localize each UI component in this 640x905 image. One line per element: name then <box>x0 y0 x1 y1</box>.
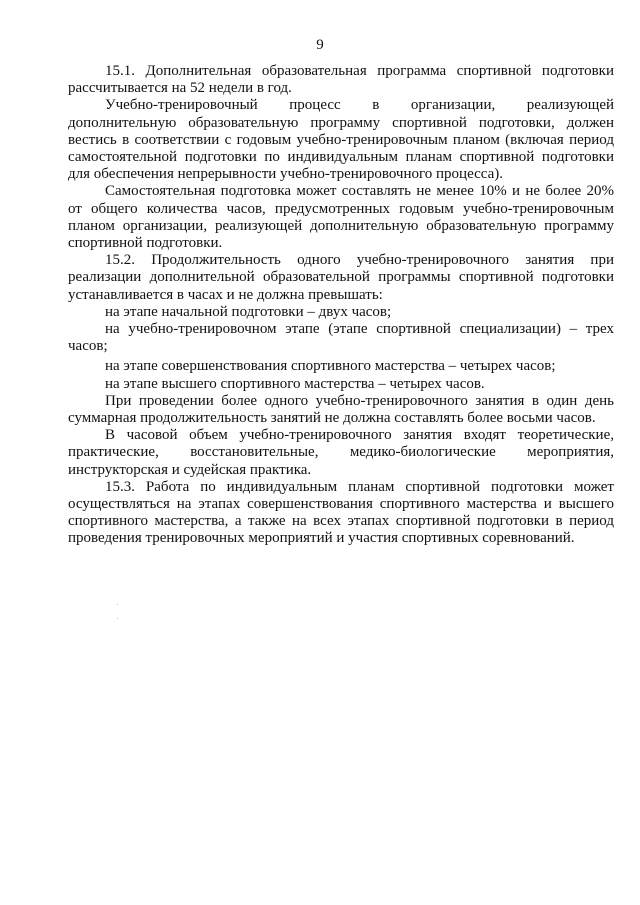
paragraph-session-volume: В часовой объем учебно-тренировочного занятия входят теоретические, практические, восстановительные, медико-биологические мероприятия, инструкторская и судейская практика. <box>68 427 614 478</box>
paragraph-15-3: 15.3. Работа по индивидуальным планам спортивной подготовки может осуществляться на этапах совершенствования спортивного мастерства и высшего спортивного мастерства, а также на всех этапах спортивной подготовки в период проведения тренировочных мероприятий и участия спортивных соревнований. <box>68 478 614 547</box>
paragraph-self-preparation: Самостоятельная подготовка может составлять не менее 10% и не более 20% от общего количества часов, предусмотренных годовым учебно-тренировочным планом организации, реализующей дополнительную образовательную программу спортивной подготовки. <box>68 183 614 252</box>
paragraph-15-2: 15.2. Продолжительность одного учебно-тренировочного занятия при реализации дополнительной образовательной программы спортивной подготовки устанавливается в часах и не должна превышать: <box>68 252 614 303</box>
list-item-training-stage: на учебно-тренировочном этапе (этапе спортивной специализации) – трех часов; <box>68 321 614 355</box>
list-item-higher-mastery-stage: на этапе высшего спортивного мастерства – четырех часов. <box>105 375 485 392</box>
list-item-initial-stage: на этапе начальной подготовки – двух часов; <box>105 303 392 320</box>
paragraph-training-process: Учебно-тренировочный процесс в организации, реализующей дополнительную образовательную программу спортивной подготовки, должен вестись в соответствии с годовым учебно-тренировочным планом (включая период самостоятельной подготовки по индивидуальным планам спортивной подготовки для обеспечения непрерывности учебно-тренировочного процесса). <box>68 97 614 183</box>
paragraph-multiple-sessions: При проведении более одного учебно-тренировочного занятия в один день суммарная продолжительность занятий не должна составлять более восьми часов. <box>68 392 614 427</box>
document-body <box>68 63 614 548</box>
list-item-improvement-stage: на этапе совершенствования спортивного мастерства – четырех часов; <box>105 358 556 375</box>
page-number: 9 <box>316 37 324 53</box>
paragraph-15-1: 15.1. Дополнительная образовательная программа спортивной подготовки рассчитывается на 52 недели в год. <box>68 63 614 97</box>
scan-speck <box>117 604 118 605</box>
scan-speck <box>117 618 118 619</box>
